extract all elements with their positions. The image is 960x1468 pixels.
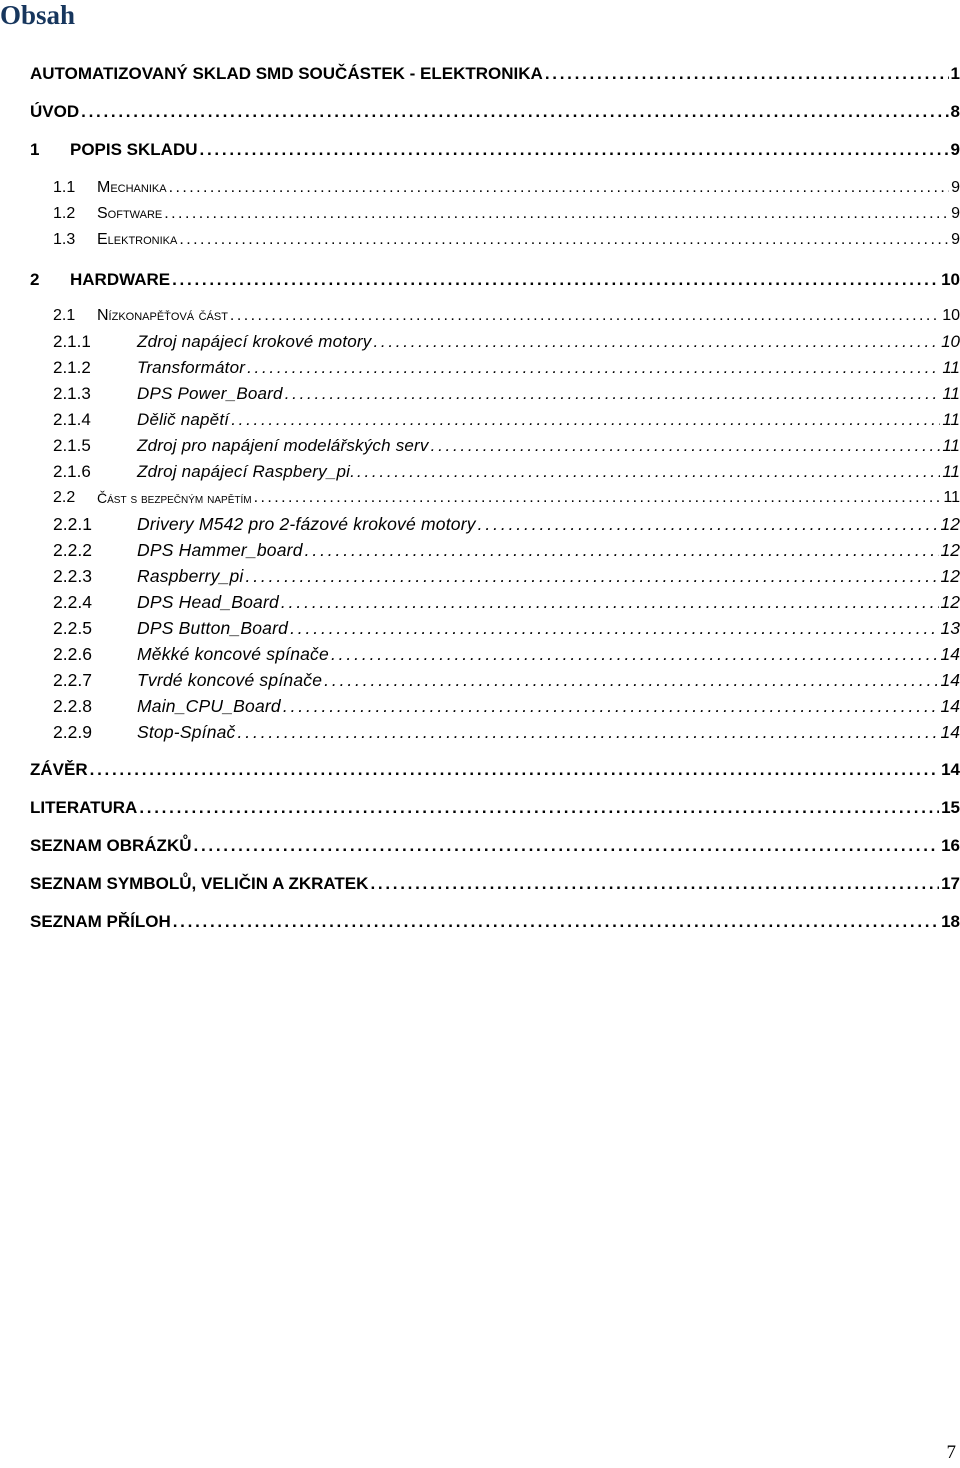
toc-leader-dots (164, 204, 949, 224)
toc-entry-page: 10 (941, 270, 960, 289)
toc-leader-dots (254, 488, 942, 508)
toc-leader-dots (90, 760, 939, 780)
toc-entry[interactable] (30, 756, 960, 780)
page-title: Obsah (0, 0, 76, 30)
toc-entry-number: 2.1 (53, 307, 76, 324)
toc-entry-number: 2.2 (53, 489, 76, 506)
toc-entry-number: 2.1.2 (53, 358, 91, 377)
toc-leader-dots (281, 592, 939, 612)
page-number: 7 (946, 1442, 956, 1463)
toc-entry-title: ZÁVĚR (30, 760, 88, 779)
toc-leader-dots (194, 836, 940, 856)
toc-entry-title: SEZNAM OBRÁZKŮ (30, 836, 192, 855)
toc-entry-number: 2.2.3 (53, 566, 92, 586)
toc-entry-number: 2.2.6 (53, 644, 92, 664)
toc-leader-dots (245, 566, 938, 586)
toc-leader-dots (230, 306, 940, 326)
toc-entry-number: 2.2.2 (53, 540, 92, 560)
toc-entry-title: Transformátor (137, 358, 246, 377)
toc-entry-page: 14 (941, 760, 960, 779)
toc-leader-dots (357, 462, 940, 482)
toc-entry-number: 2.1.1 (53, 332, 91, 351)
toc-entry-title: Měkké koncové spínače (137, 644, 329, 664)
toc-entry-title: POPIS SKLADU (70, 140, 198, 159)
toc-leader-dots (324, 670, 938, 690)
toc-entry-title: Software (97, 205, 163, 222)
toc-leader-dots (370, 874, 939, 894)
toc-entry-page: 11 (942, 410, 960, 429)
toc-leader-dots (285, 384, 941, 404)
toc-entry-page: 14 (940, 696, 960, 716)
toc-entry-title: Stop-Spínač (137, 722, 236, 742)
toc-entry-title: Nízkonapěťová část (97, 307, 228, 324)
toc-leader-dots (200, 140, 949, 160)
toc-entry-page: 12 (940, 514, 960, 534)
toc-entry-title: Mechanika (97, 179, 167, 196)
toc-entry-page: 16 (941, 836, 960, 855)
toc-entry[interactable] (30, 562, 960, 586)
toc-entry-number: 1.3 (53, 231, 76, 248)
toc-leader-dots (247, 358, 940, 378)
toc-leader-dots (139, 798, 939, 818)
toc-entry-page: 14 (940, 644, 960, 664)
toc-leader-dots (81, 102, 948, 122)
toc-entry[interactable] (30, 60, 960, 84)
toc-entry-page: 15 (941, 798, 960, 817)
toc-entry[interactable] (30, 870, 960, 894)
toc-leader-dots (179, 230, 949, 250)
toc-entry-title: DPS Power_Board (137, 384, 283, 403)
toc-entry-title: AUTOMATIZOVANÝ SKLAD SMD SOUČÁSTEK - ELEKTRONIKA (30, 64, 543, 83)
toc-leader-dots (238, 722, 939, 742)
toc-entry-page: 17 (941, 874, 960, 893)
toc-leader-dots (173, 912, 939, 932)
toc-entry-page: 11 (942, 358, 960, 377)
toc-leader-dots (172, 270, 939, 290)
toc-entry-page: 11 (942, 384, 960, 403)
toc-entry-title: DPS Button_Board (137, 618, 289, 638)
toc-entry-page: 1 (950, 64, 960, 83)
toc-entry[interactable] (30, 226, 960, 250)
toc-entry-page: 14 (940, 722, 960, 742)
toc-entry[interactable] (30, 510, 960, 534)
toc-entry-number: 2.1.6 (53, 462, 91, 481)
toc-leader-dots (545, 64, 949, 84)
toc-leader-dots (231, 410, 940, 430)
toc-entry[interactable] (30, 200, 960, 224)
toc-entry-page: 12 (940, 592, 960, 612)
toc-entry[interactable] (30, 588, 960, 612)
toc-entry-page: 9 (950, 140, 960, 159)
toc-entry-number: 1 (30, 140, 40, 159)
toc-entry-title: Zdroj napájecí Raspbery_pi. (137, 462, 356, 481)
toc-entry-page: 10 (941, 332, 960, 351)
toc-entry-title: Dělič napětí (137, 410, 230, 429)
toc-entry-title: DPS Hammer_board (137, 540, 303, 560)
toc-leader-dots (431, 436, 941, 456)
toc-entry-number: 2.2.7 (53, 670, 92, 690)
toc-entry[interactable] (30, 484, 960, 508)
toc-entry[interactable] (30, 536, 960, 560)
toc-entry-number: 2.2.4 (53, 592, 92, 612)
toc-leader-dots (290, 618, 938, 638)
toc-entry-number: 2.1.4 (53, 410, 91, 429)
toc-entry[interactable] (30, 328, 960, 352)
toc-entry[interactable] (30, 380, 960, 404)
toc-entry-number: 2 (30, 270, 40, 289)
toc-leader-dots (373, 332, 939, 352)
toc-entry[interactable] (30, 640, 960, 664)
toc-entry-page: 10 (942, 307, 960, 324)
toc-entry-page: 11 (943, 489, 960, 506)
toc-leader-dots (478, 514, 939, 534)
toc-entry-page: 8 (950, 102, 960, 121)
toc-entry[interactable] (30, 794, 960, 818)
toc-entry-number: 2.2.1 (53, 514, 92, 534)
toc-entry[interactable] (30, 98, 960, 122)
toc-entry-page: 9 (951, 179, 960, 196)
toc-entry-title: Část s bezpečným napětím (97, 490, 252, 506)
toc-entry-page: 13 (940, 618, 960, 638)
toc-entry-title: HARDWARE (70, 270, 171, 289)
toc-entry-number: 2.1.5 (53, 436, 91, 455)
toc-entry-title: Main_CPU_Board (137, 696, 281, 716)
toc-entry-page: 12 (940, 540, 960, 560)
toc-entry-number: 2.1.3 (53, 384, 91, 403)
toc-entry-title: SEZNAM PŘÍLOH (30, 912, 171, 931)
toc-entry-page: 18 (941, 912, 960, 931)
toc-leader-dots (283, 696, 939, 716)
toc-entry-number: 1.2 (53, 205, 76, 222)
toc-entry[interactable] (30, 266, 960, 290)
toc-entry-title: DPS Head_Board (137, 592, 279, 612)
toc-entry-title: Drivery M542 pro 2-fázové krokové motory (137, 514, 476, 534)
toc-entry-title: Zdroj napájecí krokové motory (137, 332, 372, 351)
toc-entry[interactable] (30, 614, 960, 638)
toc-entry[interactable] (30, 406, 960, 430)
toc-entry-title: SEZNAM SYMBOLŮ, VELIČIN A ZKRATEK (30, 874, 369, 893)
toc-entry[interactable] (30, 432, 960, 456)
toc-entry-number: 1.1 (53, 179, 76, 196)
toc-entry-title: Zdroj pro napájení modelářských serv (137, 436, 429, 455)
toc-entry-page: 11 (942, 462, 960, 481)
toc-entry-number: 2.2.9 (53, 722, 92, 742)
toc-entry-number: 2.2.8 (53, 696, 92, 716)
toc-entry-page: 12 (940, 566, 960, 586)
toc-entry-page: 11 (942, 436, 960, 455)
toc-entry-page: 9 (951, 231, 960, 248)
toc-entry-title: LITERATURA (30, 798, 138, 817)
toc-entry-number: 2.2.5 (53, 618, 92, 638)
toc-entry-title: Raspberry_pi (137, 566, 244, 586)
toc-entry[interactable] (30, 174, 960, 198)
toc-entry-title: ÚVOD (30, 102, 80, 121)
toc-leader-dots (305, 540, 939, 560)
toc-entry[interactable] (30, 136, 960, 160)
toc-entry-page: 9 (951, 205, 960, 222)
toc-leader-dots (331, 644, 939, 664)
toc-entry[interactable] (30, 908, 960, 932)
toc-leader-dots (169, 178, 950, 198)
toc-entry-title: Elektronika (97, 231, 178, 248)
toc-entry-page: 14 (940, 670, 960, 690)
toc-entry[interactable] (30, 832, 960, 856)
toc-entry[interactable] (30, 692, 960, 716)
toc-entry[interactable] (30, 718, 960, 742)
toc-entry[interactable] (30, 458, 960, 482)
toc-entry[interactable] (30, 354, 960, 378)
toc-entry-title: Tvrdé koncové spínače (137, 670, 323, 690)
toc-entry[interactable] (30, 666, 960, 690)
toc-entry[interactable] (30, 302, 960, 326)
